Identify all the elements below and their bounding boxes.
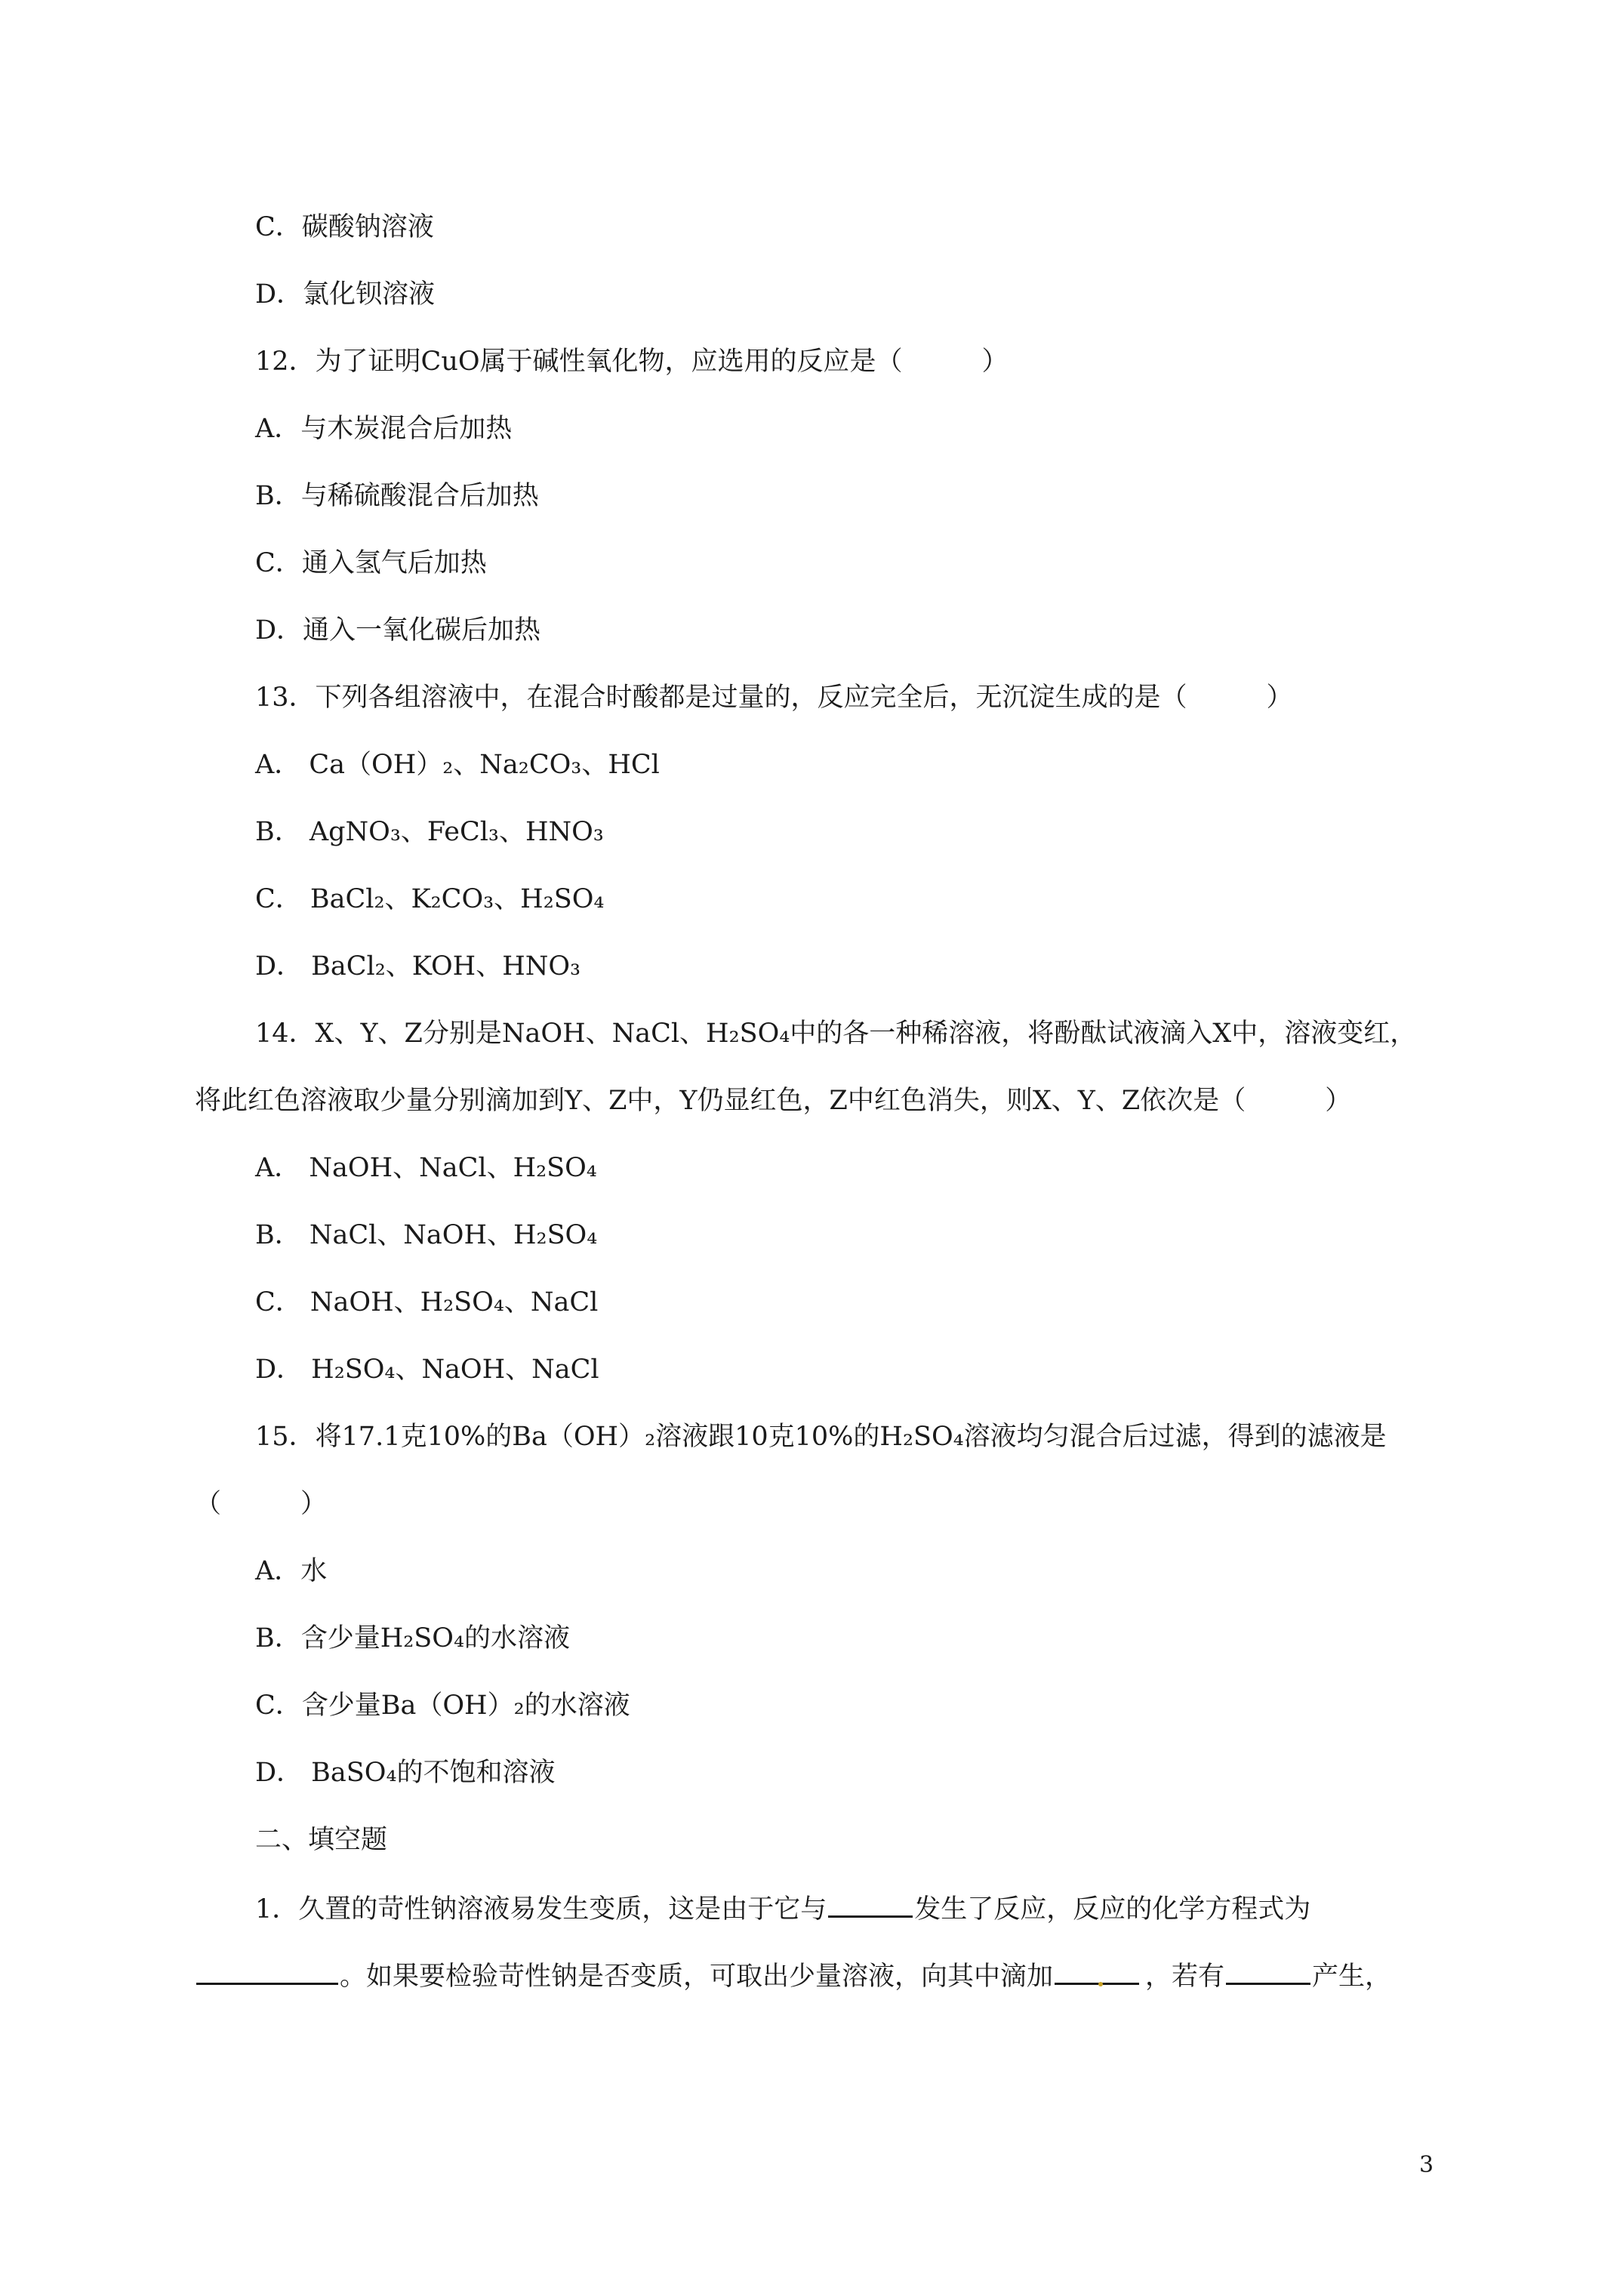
option-12d: D．通入一氧化碳后加热 [255, 615, 541, 646]
option-14d: D． H₂SO₄、NaOH、NaCl [255, 1354, 599, 1385]
option-15a: A．水 [255, 1556, 328, 1586]
fill-text-1: 1．久置的苛性钠溶液易发生变质，这是由于它与 [255, 1894, 827, 1925]
answer-blank-2[interactable] [196, 1957, 338, 1985]
fill-question-1-line1 [255, 1890, 1310, 1927]
option-14c: C． NaOH、H₂SO₄、NaCl [255, 1287, 599, 1318]
question-14-line1: 14．X、Y、Z分别是NaOH、NaCl、H₂SO₄中的各一种稀溶液，将酚酞试液滴入X中，溶液变红， [255, 1019, 1417, 1049]
option-13a: A． Ca（OH）₂、Na₂CO₃、HCl [255, 750, 660, 780]
stray-dot-mark [1098, 1982, 1103, 1986]
option-15c: C．含少量Ba（OH）₂的水溶液 [255, 1690, 630, 1721]
option-11c: C．碳酸钠溶液 [255, 212, 434, 242]
question-12: 12．为了证明CuO属于碱性氧化物，应选用的反应是（ ） [255, 347, 1009, 377]
fill-question-1-line2 [195, 1957, 1391, 1994]
page-number: 3 [1419, 2152, 1434, 2178]
option-13d: D． BaCl₂、KOH、HNO₃ [255, 951, 581, 982]
answer-blank-1[interactable] [828, 1890, 913, 1918]
option-14b: B． NaCl、NaOH、H₂SO₄ [255, 1220, 598, 1250]
option-11d: D．氯化钡溶液 [255, 279, 436, 310]
question-15-line2: （ ） [195, 1489, 328, 1519]
question-15-line1: 15．将17.1克10%的Ba（OH）₂溶液跟10克10%的H₂SO₄溶液均匀混合后过滤，得到的滤液是 [255, 1422, 1387, 1452]
fill-text-4: ，若有 [1145, 1962, 1225, 1992]
fill-text-3: 。如果要检验苛性钠是否变质，可取出少量溶液，向其中滴加 [340, 1962, 1054, 1992]
option-12b: B．与稀硫酸混合后加热 [255, 481, 539, 511]
answer-blank-4[interactable] [1226, 1957, 1310, 1985]
option-13b: B． AgNO₃、FeCl₃、HNO₃ [255, 817, 604, 847]
option-12a: A．与木炭混合后加热 [255, 414, 513, 444]
option-13c: C． BaCl₂、K₂CO₃、H₂SO₄ [255, 884, 605, 914]
section-heading-fill-in: 二、填空题 [255, 1825, 388, 1855]
question-14-line2: 将此红色溶液取少量分别滴加到Y、Z中，Y仍显红色，Z中红色消失，则X、Y、Z依次是（ ） [195, 1086, 1352, 1116]
option-15b: B．含少量H₂SO₄的水溶液 [255, 1623, 570, 1653]
fill-text-5: 产生， [1312, 1962, 1392, 1992]
option-14a: A． NaOH、NaCl、H₂SO₄ [255, 1153, 597, 1183]
option-12c: C．通入氢气后加热 [255, 548, 487, 578]
option-15d: D． BaSO₄的不饱和溶液 [255, 1758, 556, 1788]
question-13: 13．下列各组溶液中，在混合时酸都是过量的，反应完全后，无沉淀生成的是（ ） [255, 683, 1293, 713]
answer-blank-3[interactable] [1055, 1957, 1139, 1985]
fill-text-2: 发生了反应，反应的化学方程式为 [914, 1894, 1311, 1925]
